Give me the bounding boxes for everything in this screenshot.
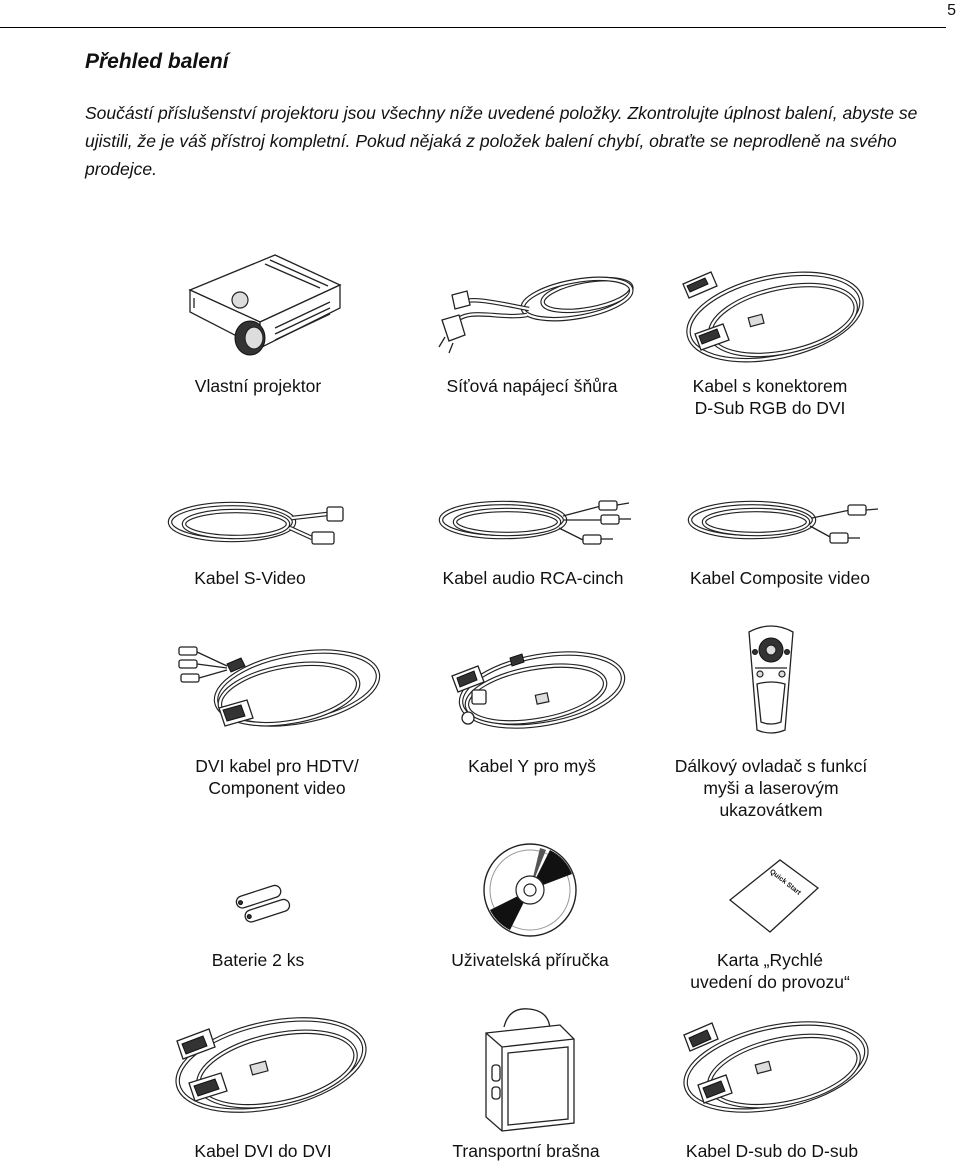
cd-manual-icon [480, 840, 580, 940]
intro-paragraph: Součástí příslušenství projektoru jsou všechny níže uvedené položky. Zkontrolujte úplnost balení, abyste se ujistili, že je váš přístroj kompletní. Pokud nějaká z položek balení chybí, obraťte se neprodleně na svého prodejce. [85, 103, 918, 179]
quick-start-card-text: Quick Start [768, 868, 802, 897]
header-rule [0, 27, 946, 28]
item-label: Uživatelská příručka [451, 950, 609, 970]
projector-icon [180, 250, 350, 365]
dsub-dsub-cable-icon [664, 1011, 874, 1131]
quick-start-card-icon [728, 858, 828, 938]
item-label: Kabel DVI do DVI [194, 1141, 332, 1161]
item-label: Kabel Composite video [690, 568, 870, 588]
item-label: Síťová napájecí šňůra [446, 376, 618, 396]
item-label: DVI kabel pro HDTV/ Component video [195, 756, 359, 798]
composite-cable-icon [682, 494, 882, 554]
item-label: Dálkový ovladač s funkcí myši a laserovým ukazovátkem [674, 756, 868, 820]
item-label: Transportní brašna [452, 1141, 600, 1161]
section-title: Přehled balení [85, 50, 229, 73]
item-label: Baterie 2 ks [211, 950, 305, 970]
dvi-hdtv-cable-icon [167, 638, 387, 738]
y-mouse-cable-icon [432, 640, 632, 740]
item-label: Kabel Y pro myš [468, 756, 596, 776]
audio-rca-cable-icon [433, 494, 643, 554]
dsub-dvi-cable-icon [665, 262, 865, 377]
item-label: Kabel s konektorem D-Sub RGB do DVI [692, 376, 848, 418]
item-label: Karta „Rychlé uvedení do provozu“ [690, 950, 850, 992]
item-label: Kabel audio RCA-cinch [442, 568, 624, 588]
item-label: Vlastní projektor [194, 376, 322, 396]
page-number: 5 [947, 2, 956, 19]
item-label: Kabel S-Video [194, 568, 306, 588]
item-label: Kabel D-sub do D-sub [685, 1141, 859, 1161]
remote-control-icon [741, 622, 801, 742]
batteries-icon [232, 882, 292, 927]
power-cord-icon [437, 265, 637, 365]
svideo-cable-icon [162, 494, 352, 554]
carry-bag-icon [474, 1005, 584, 1135]
dvi-dvi-cable-icon [153, 1007, 373, 1127]
